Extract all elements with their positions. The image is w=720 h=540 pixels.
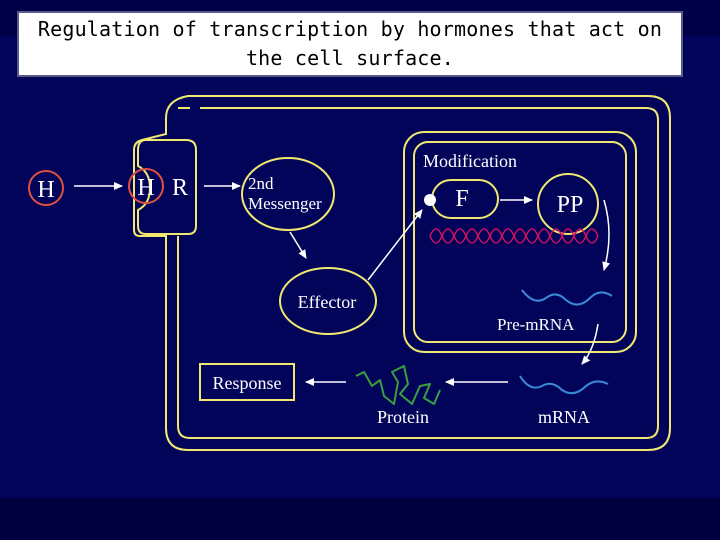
receptor-h-label: H: [137, 175, 155, 201]
modification-label: Modification: [423, 151, 517, 171]
arrow-processing: [582, 324, 598, 364]
effector-label: Effector: [297, 292, 357, 312]
response-label: Response: [212, 373, 282, 393]
second-messenger-label-1: 2nd: [248, 174, 274, 193]
protein-chain: [356, 366, 440, 404]
dna-helix: [430, 229, 598, 243]
pre-mrna-wave: [522, 290, 612, 305]
mrna-label: mRNA: [538, 407, 591, 427]
factor-label: F: [455, 186, 469, 212]
phosphate-dot: [424, 194, 436, 206]
arrow-transcription: [604, 200, 609, 270]
receptor-r-label: R: [171, 175, 189, 201]
second-messenger-label-2: Messenger: [248, 194, 322, 213]
pp-label: PP: [556, 192, 584, 218]
slide-title: Regulation of transcription by hormones that act on the cell surface.: [37, 17, 663, 70]
mrna-wave: [520, 376, 608, 393]
protein-label: Protein: [377, 407, 429, 427]
arrow-messenger-to-effector: [290, 232, 306, 258]
hormone-label: H: [37, 177, 55, 203]
pre-mrna-label: Pre-mRNA: [497, 315, 575, 334]
